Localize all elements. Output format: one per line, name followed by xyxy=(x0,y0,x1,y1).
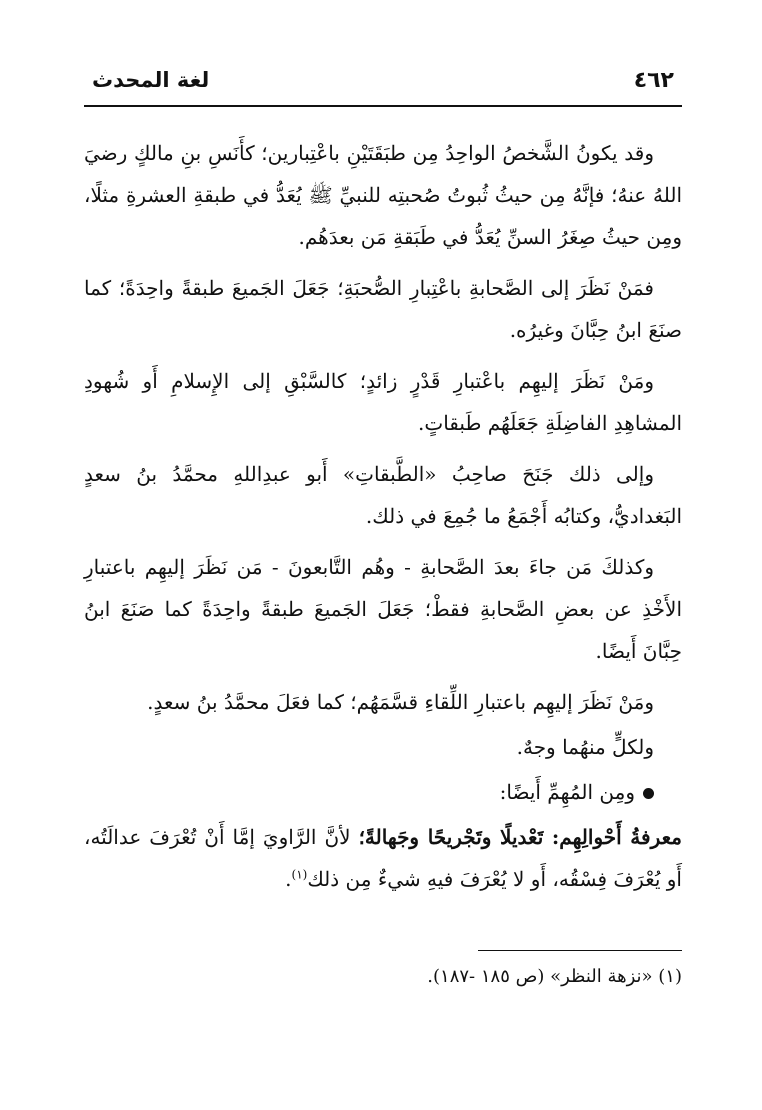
page-header xyxy=(84,64,682,100)
bullet-text: ومِن المُهِمِّ أَيضًا: xyxy=(499,780,635,804)
page-number: ٤٦٢ xyxy=(633,68,674,93)
footnote: (١) «نزهة النظر» (ص ١٨٥ -١٨٧). xyxy=(427,966,682,987)
paragraph: وكذلكَ مَن جاءَ بعدَ الصَّحابةِ - وهُم التَّابعونَ - مَن نَظَرَ إليهِم باعتبارِ الأَخْذِ عن بعضِ الصَّحابةِ فقطْ؛ جَعَلَ الجَميعَ طبقةً واحِدَةً كما صَنَعَ ابنُ حِبَّانَ أَيضًا. xyxy=(84,555,682,663)
final-paragraph-rest: لأنَّ الرَّاويَ إمَّا أَنْ تُعْرَفَ عدالَتُه، أَو يُعْرَفَ فِسْقُه، أَو لا يُعْرَفَ فيهِ شيءٌ مِن ذلك xyxy=(84,825,682,891)
main-text xyxy=(84,132,682,909)
book-title: لغة المحدث xyxy=(92,68,210,92)
paragraph: ومَنْ نَظَرَ إليهِم باعتبارِ اللِّقاءِ قسَّمَهُم؛ كما فعَلَ محمَّدُ بنُ سعدٍ. xyxy=(147,690,654,714)
paragraph: وقد يكونُ الشَّخصُ الواحِدُ مِن طبَقَتَيْنِ باعْتِبارين؛ كأَنَسِ بنِ مالكٍ رضيَ اللهُ عنهُ؛ فإنَّهُ مِن حيثُ ثُبوتُ صُحبتِه للنبيِّ ﷺ يُعَدُّ في طبقةِ العشرةِ مثلًا، ومِن حيثُ صِغَرُ السنِّ يُعَدُّ في طَبَقةِ مَن بعدَهُم. xyxy=(84,141,682,249)
bullet-icon xyxy=(643,788,654,799)
paragraph: فمَنْ نَظَرَ إلى الصَّحابةِ باعْتِبارِ الصُّحبَةِ؛ جَعَلَ الجَميعَ طبقةً واحِدَةً؛ كما صنَعَ ابنُ حِبَّانَ وغيرُه. xyxy=(84,276,682,342)
header-divider xyxy=(84,105,682,107)
paragraph: ومَنْ نَظَرَ إليهِم باعْتبارِ قَدْرٍ زائدٍ؛ كالسَّبْقِ إلى الإِسلامِ أَو شُهودِ المشاهِدِ الفاضِلَةِ جَعَلَهُم طَبقاتٍ. xyxy=(84,369,682,435)
bullet-paragraph xyxy=(84,771,682,813)
paragraph: وإلى ذلك جَنَحَ صاحِبُ «الطَّبقاتِ» أَبو عبدِاللهِ محمَّدُ بنُ سعدٍ البَغداديُّ، وكتابُه أَجْمَعُ ما جُمِعَ في ذلك. xyxy=(84,462,682,528)
footnote-divider xyxy=(478,950,682,951)
final-paragraph-end: . xyxy=(285,867,292,891)
final-paragraph xyxy=(84,816,682,900)
final-paragraph-lead: معرفةُ أَحْوالِهِم: تَعْديلًا وتَجْريحًا وجَهالةً؛ xyxy=(358,825,682,849)
paragraph: ولكلٍّ منهُما وجهٌ. xyxy=(516,735,654,759)
footnote-reference: (١) xyxy=(291,867,308,882)
